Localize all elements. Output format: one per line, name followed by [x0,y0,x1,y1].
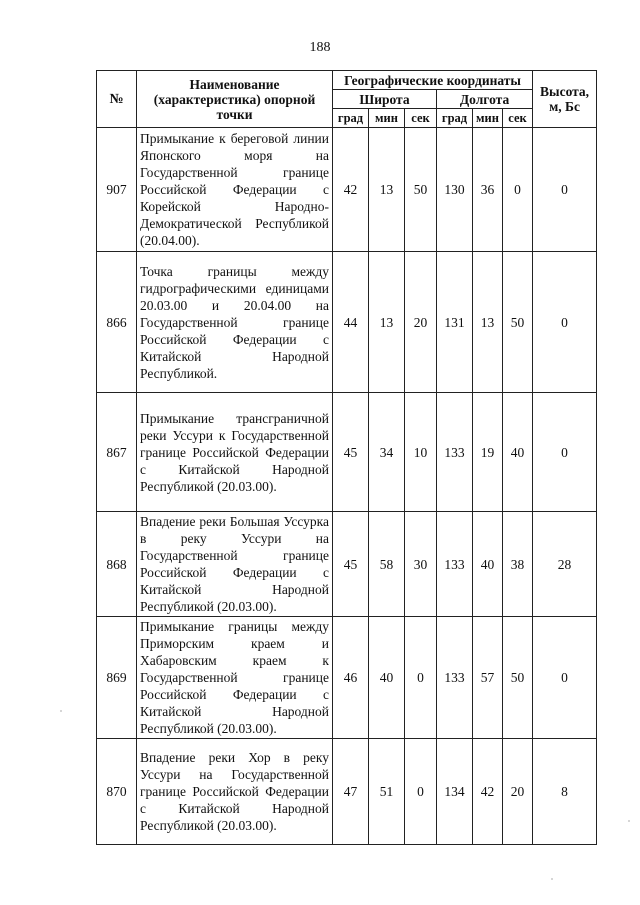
row-number: 868 [97,512,137,617]
table-body [97,128,597,845]
lon-min: 40 [473,512,503,617]
lat-deg: 42 [333,128,369,252]
lat-sec: 0 [405,617,437,739]
lon-sec: 38 [503,512,533,617]
lon-min: 42 [473,739,503,845]
lon-deg: 131 [437,252,473,393]
lat-deg: 46 [333,617,369,739]
lat-min: 40 [369,617,405,739]
row-number: 870 [97,739,137,845]
lon-sec: 20 [503,739,533,845]
lat-min: 51 [369,739,405,845]
row-name: Впадение реки Большая Уссурка в реку Уссури на Государственной границе Российской Федерации с Китайской Народной Республикой (20.03.00). [137,512,333,617]
lon-deg: 133 [437,512,473,617]
lon-min: 57 [473,617,503,739]
row-name: Впадение реки Хор в реку Уссури на Государственной границе Российской Федерации с Китайской Народной Республикой (20.03.00). [137,739,333,845]
lon-sec: 50 [503,252,533,393]
header-lon-min: мин [473,109,503,128]
table-row [97,617,597,739]
lat-deg: 45 [333,393,369,512]
lat-deg: 44 [333,252,369,393]
height: 28 [533,512,597,617]
lat-min: 58 [369,512,405,617]
height: 8 [533,739,597,845]
lat-sec: 20 [405,252,437,393]
row-name: Примыкание границы между Приморским краем и Хабаровским краем к Государственной границе Российской Федерации с Китайской Народной Республикой (20.03.00). [137,617,333,739]
lon-min: 13 [473,252,503,393]
row-name: Примыкание к береговой линии Японского моря на Государственной границе Российской Федерации с Корейской Народно-Демократической Республикой (20.04.00). [137,128,333,252]
table-header [97,71,597,128]
lon-min: 36 [473,128,503,252]
lat-min: 13 [369,128,405,252]
header-name: Наименование (характеристика) опорной точки [137,71,333,128]
lon-sec: 0 [503,128,533,252]
header-lat-deg: град [333,109,369,128]
lat-sec: 0 [405,739,437,845]
scan-speck [628,820,630,822]
header-geo-coordinates: Географические координаты [333,71,533,90]
header-height: Высота, м, Бс [533,71,597,128]
scan-speck [551,878,553,880]
height: 0 [533,252,597,393]
table-row [97,512,597,617]
row-number: 866 [97,252,137,393]
lat-deg: 45 [333,512,369,617]
lat-deg: 47 [333,739,369,845]
header-lon-sec: сек [503,109,533,128]
lat-sec: 50 [405,128,437,252]
header-lon-deg: град [437,109,473,128]
header-lat-min: мин [369,109,405,128]
table-row [97,128,597,252]
row-number: 907 [97,128,137,252]
height: 0 [533,617,597,739]
lon-deg: 130 [437,128,473,252]
row-name: Точка границы между гидрографическими единицами 20.03.00 и 20.04.00 на Государственной границе Российской Федерации с Китайской Народной Республикой. [137,252,333,393]
height: 0 [533,128,597,252]
height: 0 [533,393,597,512]
table-row [97,739,597,845]
lat-sec: 10 [405,393,437,512]
lon-sec: 40 [503,393,533,512]
table-row [97,393,597,512]
table-row [97,252,597,393]
lat-sec: 30 [405,512,437,617]
header-longitude: Долгота [437,90,533,109]
lon-sec: 50 [503,617,533,739]
row-number: 869 [97,617,137,739]
header-lat-sec: сек [405,109,437,128]
scan-speck [60,710,62,712]
row-name: Примыкание трансграничной реки Уссури к Государственной границе Российской Федерации с Китайской Народной Республикой (20.03.00). [137,393,333,512]
row-number: 867 [97,393,137,512]
lat-min: 34 [369,393,405,512]
page-number: 188 [309,40,331,55]
lon-min: 19 [473,393,503,512]
coordinates-table [96,70,597,845]
lon-deg: 133 [437,393,473,512]
lat-min: 13 [369,252,405,393]
lon-deg: 133 [437,617,473,739]
lon-deg: 134 [437,739,473,845]
header-number: № [97,71,137,128]
header-latitude: Широта [333,90,437,109]
